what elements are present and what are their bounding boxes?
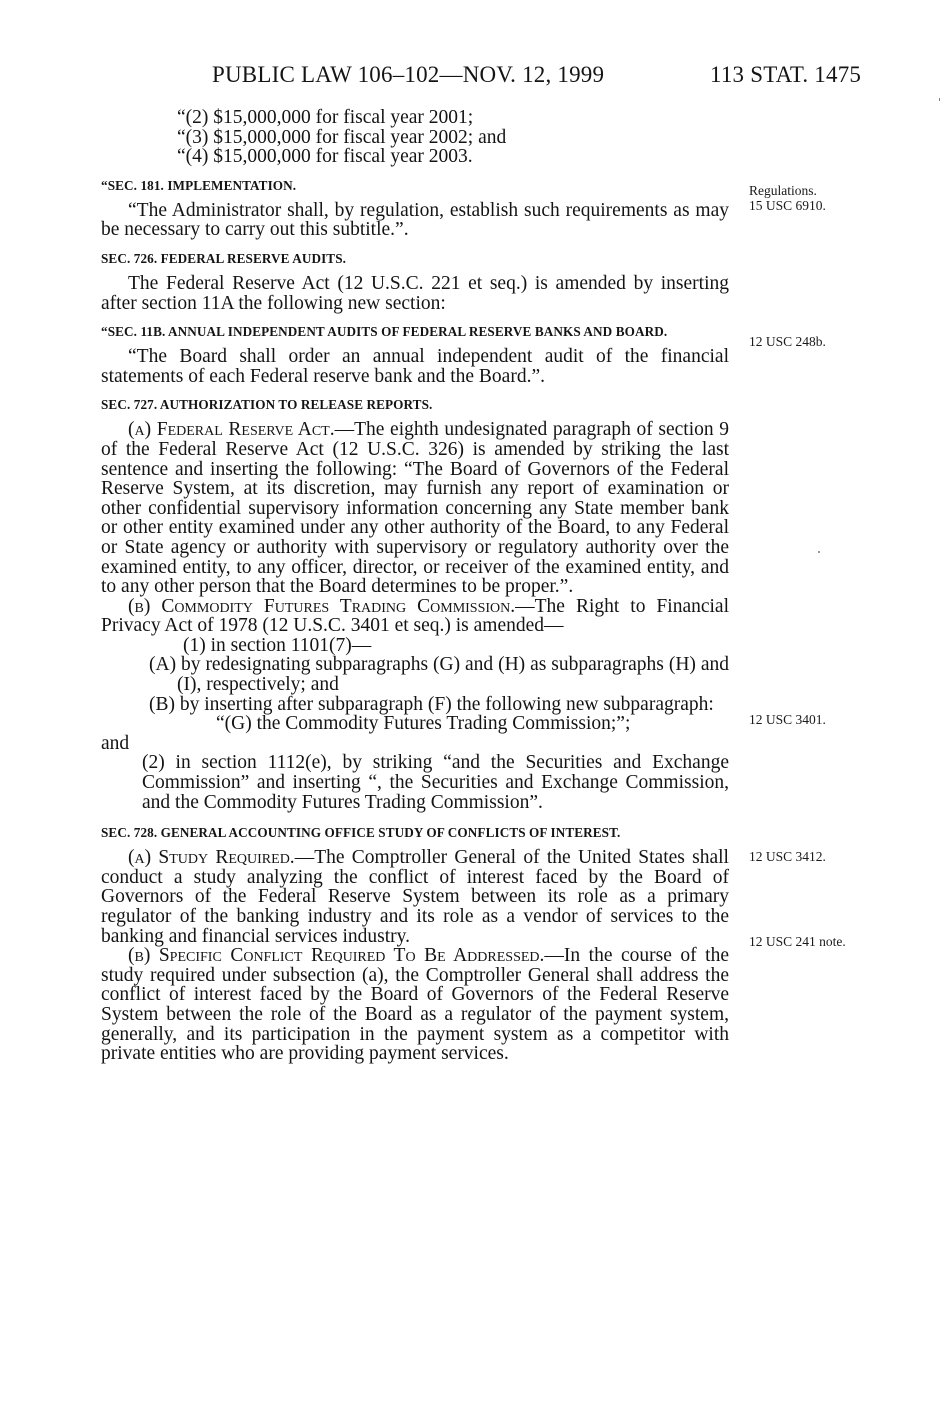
section-728b-label: (b) Specific Conflict Required To Be Addressed. xyxy=(128,945,545,967)
section-727a-paragraph xyxy=(101,420,729,596)
section-728b-text: —In the course of the study required under subsection (a), the Comptroller General shall address the conflict of interest faced by the Board of Governors of the Federal Reserve System between the role of the Board as a regulator of the payment system, generally, and its participation in the payment system as a competitor with private entities who are providing payment services. xyxy=(101,945,729,1065)
section-728a-paragraph xyxy=(101,848,729,946)
clause-1b-g: “(G) the Commodity Futures Trading Commission;”; xyxy=(216,713,631,735)
section-181-heading: “SEC. 181. IMPLEMENTATION. xyxy=(101,177,297,193)
body-text xyxy=(101,108,729,1064)
clause-1b: (B) by inserting after subparagraph (F) the following new subparagraph: xyxy=(149,693,714,715)
section-727b-label: (b) Commodity Futures Trading Commission. xyxy=(128,595,516,617)
section-11b-heading: “SEC. 11B. ANNUAL INDEPENDENT AUDITS OF FEDERAL RESERVE BANKS AND BOARD. xyxy=(101,324,668,340)
section-728a-label: (a) Study Required. xyxy=(128,847,295,869)
clause-2-text: (2) in section 1112(e), by striking “and the Securities and Exchange Commission” and inserting “, the Securities and Exchange Commission, and the Commodity Futures Trading Commission”. xyxy=(142,752,729,813)
margin-note-12-usc-3412: 12 USC 3412. xyxy=(749,849,826,864)
clause-2 xyxy=(101,753,729,812)
connector-and: and xyxy=(101,732,130,754)
section-727b-paragraph xyxy=(101,597,729,636)
section-727b-text: —The Right to Financial Privacy Act of 1978 (12 U.S.C. 3401 et seq.) is amended— xyxy=(101,595,729,637)
clause-1a: (A) by redesignating subparagraphs (G) and (H) as subparagraphs (H) and (I), respectively; and xyxy=(149,654,729,696)
margin-note-15-usc-6910: 15 USC 6910. xyxy=(749,198,826,213)
section-727a-label: (a) Federal Reserve Act. xyxy=(128,419,335,441)
section-726-heading: SEC. 726. FEDERAL RESERVE AUDITS. xyxy=(101,250,347,266)
fiscal-line-2001: “(2) $15,000,000 for fiscal year 2001; xyxy=(177,107,474,128)
fiscal-line-2002: “(3) $15,000,000 for fiscal year 2002; and xyxy=(177,126,507,148)
running-header-title: PUBLIC LAW 106–102—NOV. 12, 1999 xyxy=(212,62,605,87)
scan-speck xyxy=(818,551,820,553)
fiscal-line-2003: “(4) $15,000,000 for fiscal year 2003. xyxy=(177,146,473,168)
section-727a-text: —The eighth undesignated paragraph of section 9 of the Federal Reserve Act (12 U.S.C. 326) is amended by striking the last sentence and inserting the following: “The Board of Governors of the Federal Reserve System, at its discretion, may furnish any report of examination or other confidential supervisory information concerning any State member bank or other entity examined under any other authority of the Board, to any Federal or State agency or authority with supervisory or regulatory authority over the examined entity, to any officer, director, or receiver of the examined entity, and to any other person that the Board determines to be proper.”. xyxy=(101,419,729,598)
running-header-stat-page: 113 STAT. 1475 xyxy=(710,62,862,87)
section-728-heading: SEC. 728. GENERAL ACCOUNTING OFFICE STUDY OF CONFLICTS OF INTEREST. xyxy=(101,825,621,841)
margin-note-regulations: Regulations. xyxy=(749,183,817,198)
clause-1: (1) in section 1101(7)— xyxy=(183,634,372,656)
section-728a-text: —The Comptroller General of the United States shall conduct a study analyzing the conflict of interest faced by the Board of Governors of the Federal Reserve System between its role as a primary regulator of the banking industry and its role as a vendor of services to the banking and financial services industry. xyxy=(101,847,729,947)
scan-speck xyxy=(939,98,940,101)
margin-note-12-usc-241-note: 12 USC 241 note. xyxy=(749,934,846,949)
section-727-heading: SEC. 727. AUTHORIZATION TO RELEASE REPORTS. xyxy=(101,397,433,413)
margin-note-12-usc-3401: 12 USC 3401. xyxy=(749,712,826,727)
section-181-text: “The Administrator shall, by regulation, establish such requirements as may be necessary to carry out this subtitle.”. xyxy=(101,199,729,241)
section-726-text: The Federal Reserve Act (12 U.S.C. 221 et seq.) is amended by inserting after section 11A the following new section: xyxy=(101,272,729,314)
margin-note-12-usc-248b: 12 USC 248b. xyxy=(749,334,826,349)
section-728b-paragraph xyxy=(101,946,729,1064)
section-11b-text: “The Board shall order an annual independent audit of the financial statements of each Federal reserve bank and the Board.”. xyxy=(101,346,729,387)
